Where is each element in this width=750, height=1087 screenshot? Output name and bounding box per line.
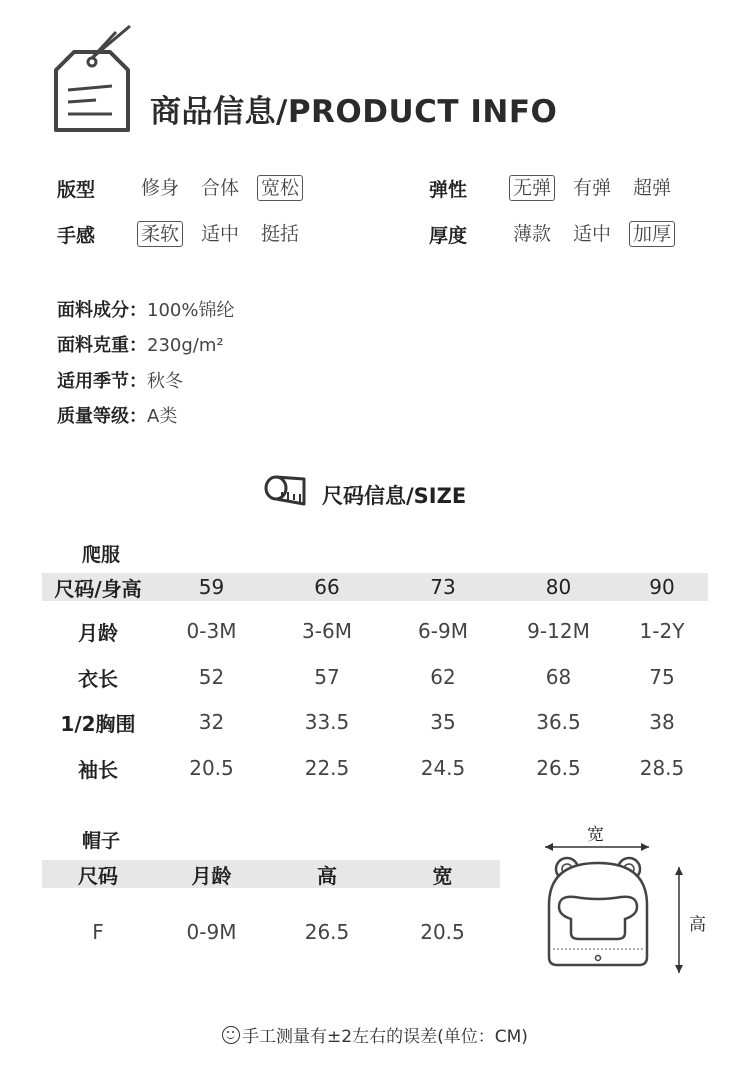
table-cell: 62	[430, 665, 456, 689]
table-cell: 1-2Y	[639, 619, 685, 643]
table-cell: 26.5	[304, 920, 350, 944]
spec-key: 面料克重：	[57, 335, 147, 356]
option-stiff: 挺括	[261, 223, 300, 245]
table-cell: 0-3M	[186, 619, 237, 643]
table-header-row	[42, 573, 708, 601]
option-no-stretch-selected: 无弹	[509, 175, 555, 201]
spec-value: 秋冬	[147, 371, 183, 392]
attribute-label: 弹性	[429, 178, 468, 201]
option-medium: 适中	[573, 223, 612, 245]
option-thin: 薄款	[513, 223, 552, 245]
table-row	[42, 663, 708, 691]
table-cell: 35	[430, 710, 456, 734]
table-cell: 32	[198, 710, 225, 734]
option-stretch: 有弹	[573, 177, 612, 199]
table-cell: 28.5	[639, 756, 685, 780]
table-cell: 75	[649, 665, 675, 689]
attribute-thickness	[429, 220, 689, 248]
option-loose-selected: 宽松	[257, 175, 303, 201]
measurement-note	[0, 1022, 750, 1047]
attribute-label: 手感	[57, 224, 96, 247]
spec-weight	[57, 331, 224, 357]
height-label: 高	[689, 915, 706, 935]
option-slim: 修身	[141, 177, 180, 199]
hat-size-table	[42, 860, 500, 950]
row-label: 1/2胸围	[60, 711, 136, 736]
table-header-cell: 59	[198, 575, 225, 599]
romper-size-table	[42, 573, 708, 793]
table-header-cell: 90	[649, 575, 675, 599]
table-cell: 33.5	[304, 710, 350, 734]
size-section-title: 尺码信息/SIZE	[322, 484, 467, 508]
spec-key: 适用季节：	[57, 371, 147, 392]
attribute-feel	[57, 220, 317, 248]
attribute-label: 厚度	[429, 224, 468, 247]
spec-grade	[57, 402, 177, 428]
attribute-label: 版型	[57, 178, 96, 201]
table-cell: 22.5	[304, 756, 350, 780]
spec-key: 面料成分：	[57, 300, 147, 321]
attribute-elasticity	[429, 174, 689, 202]
option-regular: 合体	[201, 177, 240, 199]
note-text: 手工测量有±2左右的误差(单位：CM)	[242, 1027, 528, 1047]
spec-value: 100%锦纶	[147, 300, 235, 321]
table-row	[42, 918, 500, 946]
spec-value: 230g/m²	[147, 335, 224, 356]
table-cell: 9-12M	[527, 619, 590, 643]
bear-hat-diagram-icon	[525, 815, 725, 985]
table-row	[42, 754, 708, 782]
table-cell: 52	[198, 665, 225, 689]
table-cell: 57	[314, 665, 340, 689]
table-cell: 68	[545, 665, 572, 689]
measuring-tape-icon	[264, 474, 312, 508]
price-tag-icon	[52, 22, 132, 134]
spec-fabric	[57, 296, 234, 322]
romper-title: 爬服	[82, 544, 121, 566]
table-header-cell: 80	[545, 575, 572, 599]
page-title: 商品信息/PRODUCT INFO	[150, 94, 558, 130]
table-header-cell: 73	[430, 575, 456, 599]
spec-value: A类	[147, 406, 178, 427]
table-cell: 20.5	[420, 920, 465, 944]
row-label: 衣长	[78, 666, 118, 691]
hat-title: 帽子	[82, 830, 121, 852]
spec-season	[57, 367, 183, 393]
table-cell: 6-9M	[418, 619, 468, 643]
width-label: 宽	[587, 825, 604, 845]
spec-key: 质量等级：	[57, 406, 147, 427]
option-soft-selected: 柔软	[137, 221, 183, 247]
option-medium: 适中	[201, 223, 240, 245]
row-label: 月龄	[78, 620, 118, 645]
table-header-cell: 高	[317, 863, 337, 888]
table-cell: 20.5	[189, 756, 234, 780]
table-cell: 38	[649, 710, 675, 734]
table-header-cell: 66	[314, 575, 340, 599]
table-row	[42, 708, 708, 736]
table-cell: 24.5	[420, 756, 466, 780]
table-cell: 26.5	[536, 756, 581, 780]
table-cell: 3-6M	[302, 619, 352, 643]
table-cell: F	[92, 920, 104, 944]
table-header-cell: 宽	[432, 863, 453, 888]
hat-measurement-diagram	[525, 815, 725, 985]
attribute-fit	[57, 174, 317, 202]
table-header-cell: 尺码/身高	[54, 576, 142, 601]
row-label: 袖长	[78, 757, 118, 782]
table-header-cell: 月龄	[191, 863, 232, 888]
option-thick-selected: 加厚	[629, 221, 675, 247]
table-row	[42, 617, 708, 645]
smiley-icon	[222, 1026, 240, 1044]
table-header-row	[42, 860, 500, 888]
table-cell: 36.5	[536, 710, 581, 734]
table-cell: 0-9M	[186, 920, 237, 944]
option-super-stretch: 超弹	[633, 177, 672, 199]
table-header-cell: 尺码	[78, 863, 118, 888]
